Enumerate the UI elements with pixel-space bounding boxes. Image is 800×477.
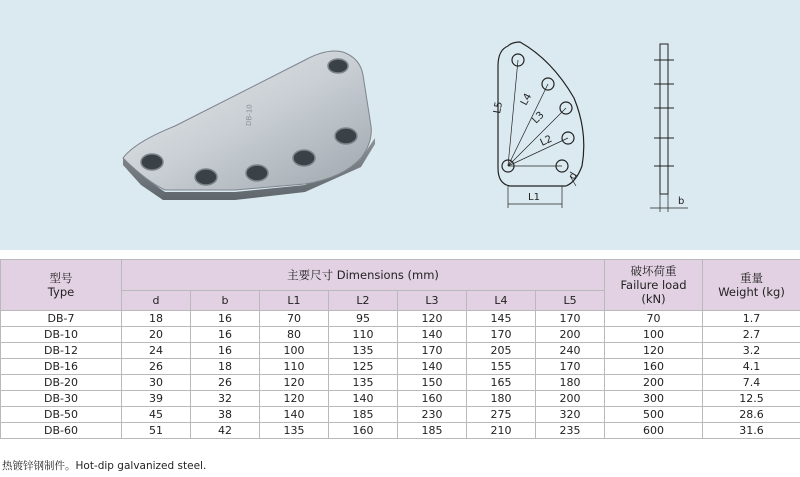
cell-l1: 135	[260, 423, 329, 439]
cell-b: 18	[191, 359, 260, 375]
cell-l1: 140	[260, 407, 329, 423]
header-l5: L5	[536, 291, 605, 311]
cell-l1: 100	[260, 343, 329, 359]
label-d: d	[567, 170, 580, 182]
cell-l1: 80	[260, 327, 329, 343]
cell-failure-load: 100	[605, 327, 703, 343]
cell-weight: 31.6	[703, 423, 800, 439]
cell-failure-load: 70	[605, 311, 703, 327]
label-l4: L4	[518, 91, 535, 108]
cell-b: 42	[191, 423, 260, 439]
header-type	[1, 260, 122, 311]
cell-b: 16	[191, 343, 260, 359]
cell-d: 20	[122, 327, 191, 343]
cell-type: DB-20	[1, 375, 122, 391]
cell-l4: 210	[467, 423, 536, 439]
table-row	[1, 423, 800, 439]
header-failure-en: Failure load	[620, 278, 687, 292]
cell-l3: 170	[398, 343, 467, 359]
cell-failure-load: 600	[605, 423, 703, 439]
cell-l4: 170	[467, 327, 536, 343]
cell-type: DB-7	[1, 311, 122, 327]
cell-type: DB-50	[1, 407, 122, 423]
specification-table	[0, 259, 800, 439]
header-l4: L4	[467, 291, 536, 311]
table-row	[1, 311, 800, 327]
label-l2: L2	[538, 133, 555, 149]
cell-l5: 200	[536, 327, 605, 343]
cell-l1: 110	[260, 359, 329, 375]
cell-l2: 135	[329, 343, 398, 359]
cell-b: 32	[191, 391, 260, 407]
cell-failure-load: 200	[605, 375, 703, 391]
cell-l2: 110	[329, 327, 398, 343]
header-dimensions: 主要尺寸 Dimensions (mm)	[122, 260, 605, 291]
cell-failure-load: 120	[605, 343, 703, 359]
cell-l3: 140	[398, 327, 467, 343]
cell-l4: 145	[467, 311, 536, 327]
cell-l1: 120	[260, 375, 329, 391]
cell-l5: 200	[536, 391, 605, 407]
cell-d: 18	[122, 311, 191, 327]
cell-type: DB-30	[1, 391, 122, 407]
cell-d: 51	[122, 423, 191, 439]
cell-weight: 28.6	[703, 407, 800, 423]
cell-l3: 140	[398, 359, 467, 375]
cell-l2: 135	[329, 375, 398, 391]
cell-l2: 95	[329, 311, 398, 327]
cell-l3: 120	[398, 311, 467, 327]
cell-type: DB-16	[1, 359, 122, 375]
table-row	[1, 375, 800, 391]
cell-l2: 125	[329, 359, 398, 375]
header-failure-load	[605, 260, 703, 311]
cell-l3: 185	[398, 423, 467, 439]
header-weight-cn: 重量	[740, 271, 764, 285]
header-l1: L1	[260, 291, 329, 311]
cell-b: 26	[191, 375, 260, 391]
cell-l2: 140	[329, 391, 398, 407]
header-type-cn: 型号	[49, 271, 73, 285]
cell-type: DB-12	[1, 343, 122, 359]
label-l3: L3	[530, 109, 547, 127]
cell-l3: 230	[398, 407, 467, 423]
cell-weight: 4.1	[703, 359, 800, 375]
cell-l5: 240	[536, 343, 605, 359]
cell-d: 24	[122, 343, 191, 359]
cell-l4: 155	[467, 359, 536, 375]
footnote: 热镀锌钢制件。Hot-dip galvanized steel.	[2, 460, 207, 472]
header-b: b	[191, 291, 260, 311]
header-failure-unit: (kN)	[641, 292, 666, 306]
cell-l5: 235	[536, 423, 605, 439]
cell-d: 26	[122, 359, 191, 375]
cell-weight: 3.2	[703, 343, 800, 359]
table-row	[1, 391, 800, 407]
label-b: b	[678, 196, 685, 207]
table-row	[1, 327, 800, 343]
cell-l5: 320	[536, 407, 605, 423]
header-weight-en: Weight (kg)	[718, 285, 785, 299]
cell-d: 45	[122, 407, 191, 423]
cell-l2: 160	[329, 423, 398, 439]
cell-d: 30	[122, 375, 191, 391]
cell-l4: 180	[467, 391, 536, 407]
cell-weight: 7.4	[703, 375, 800, 391]
cell-l4: 205	[467, 343, 536, 359]
cell-failure-load: 300	[605, 391, 703, 407]
cell-l1: 70	[260, 311, 329, 327]
header-type-en: Type	[47, 285, 75, 299]
table-row	[1, 343, 800, 359]
cell-weight: 12.5	[703, 391, 800, 407]
cell-b: 16	[191, 327, 260, 343]
plate-stamp: DB-10	[245, 104, 254, 127]
cell-l5: 170	[536, 359, 605, 375]
header-d: d	[122, 291, 191, 311]
cell-d: 39	[122, 391, 191, 407]
cell-failure-load: 160	[605, 359, 703, 375]
cell-l4: 275	[467, 407, 536, 423]
header-weight	[703, 260, 800, 311]
specification-rows	[1, 311, 800, 439]
cell-l1: 120	[260, 391, 329, 407]
cell-l3: 150	[398, 375, 467, 391]
cell-b: 16	[191, 311, 260, 327]
cell-l2: 185	[329, 407, 398, 423]
cell-l4: 165	[467, 375, 536, 391]
table-row	[1, 359, 800, 375]
cell-b: 38	[191, 407, 260, 423]
label-l5: L5	[492, 100, 506, 115]
table-row	[1, 407, 800, 423]
cell-type: DB-60	[1, 423, 122, 439]
cell-l5: 170	[536, 311, 605, 327]
label-l1: L1	[528, 192, 540, 203]
cell-type: DB-10	[1, 327, 122, 343]
front-view-drawing	[490, 36, 610, 216]
header-failure-cn: 破坏荷重	[630, 264, 677, 278]
cell-failure-load: 500	[605, 407, 703, 423]
cell-l3: 160	[398, 391, 467, 407]
cell-weight: 1.7	[703, 311, 800, 327]
cell-l5: 180	[536, 375, 605, 391]
product-photo	[105, 30, 395, 220]
cell-weight: 2.7	[703, 327, 800, 343]
side-view-drawing	[640, 36, 700, 216]
header-l2: L2	[329, 291, 398, 311]
header-l3: L3	[398, 291, 467, 311]
